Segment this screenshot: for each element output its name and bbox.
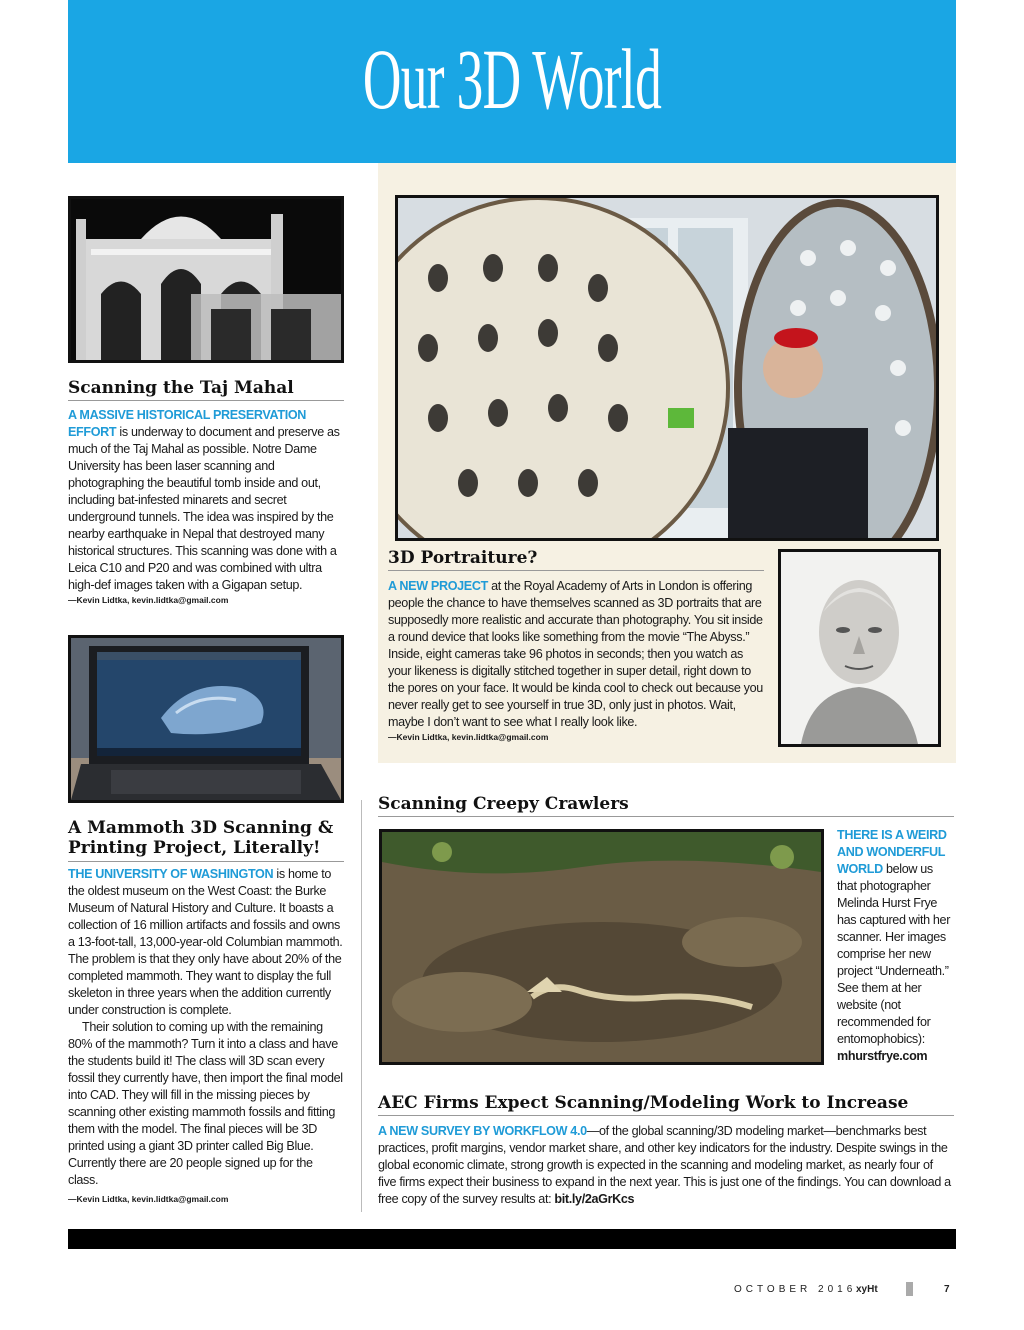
title-banner — [68, 0, 956, 163]
taj-mahal-lead: A MASSIVE HISTORICAL PRESERVATION EFFORT — [68, 408, 307, 439]
taj-mahal-scan-photo — [68, 196, 344, 363]
page-title: Our 3D World — [362, 31, 662, 127]
portraiture-heading: 3D Portraiture? — [388, 548, 764, 571]
portrait-bust-photo — [778, 549, 941, 747]
aec-survey-link[interactable]: bit.ly/2aGrKcs — [554, 1192, 635, 1206]
taj-mahal-heading: Scanning the Taj Mahal — [68, 378, 344, 401]
taj-mahal-credit: —Kevin Lidtka, kevin.lidtka@gmail.com — [68, 595, 229, 605]
portraiture-lead: A NEW PROJECT — [388, 579, 488, 593]
footer-date: OCTOBER 2016 — [734, 1284, 857, 1295]
footer-bar — [68, 1229, 956, 1249]
portraiture-credit: —Kevin Lidtka, kevin.lidtka@gmail.com — [388, 732, 549, 742]
crawlers-heading: Scanning Creepy Crawlers — [378, 794, 954, 817]
mammoth-text-2: Their solution to coming up with the remaining 80% of the mammoth? Turn it into a class and have the students build it! The class will 3D scan every fossil they currently have, then import the final model into CAD. They will fill in the missing pieces by scanning other existing mammoth fossils and fitting them with the model. The final pieces will be 3D printed using a giant 3D printer called Big Blue. Currently there are 20 people signed up for the class. — [68, 1020, 343, 1187]
creepy-crawlers-photo — [379, 829, 824, 1065]
crawlers-lead: THERE IS A WEIRD AND WONDERFUL WORLD — [837, 828, 947, 876]
laptop-scan-photo — [68, 635, 344, 803]
crawlers-body — [837, 827, 955, 1065]
mammoth-lead: THE UNIVERSITY OF WASHINGTON — [68, 867, 274, 881]
mammoth-heading: A Mammoth 3D Scanning & Printing Project, Literally! — [68, 818, 344, 862]
column-divider — [361, 800, 362, 1212]
footer-brand: xyHt — [856, 1284, 878, 1295]
mammoth-credit: —Kevin Lidtka, kevin.lidtka@gmail.com — [68, 1194, 229, 1204]
mammoth-body — [68, 866, 344, 1205]
taj-mahal-body — [68, 407, 344, 606]
portrait-scanner-photo — [395, 195, 939, 541]
aec-heading: AEC Firms Expect Scanning/Modeling Work to Increase — [378, 1093, 954, 1116]
taj-mahal-text: is underway to document and preserve as much of the Taj Mahal as possible. Notre Dame University has been laser scanning and photographing the beautiful tomb inside and out, including bat-infested minarets and secret underground tunnels. The idea was inspired by the nearby earthquake in Nepal that destroyed many historical structures. This scanning was done with a Leica C10 and P20 and was combined with ultra high-def images taken with a Gigapan setup. — [68, 425, 340, 592]
crawlers-text: below us that photographer Melinda Hurst Frye has captured with her scanner. Her images comprise her new project “Underneath.” See them at her website (not recommended for entomophobics): — [837, 862, 951, 1046]
aec-lead: A NEW SURVEY BY WORKFLOW 4.0 — [378, 1124, 587, 1138]
aec-body — [378, 1123, 952, 1208]
footer-separator — [906, 1282, 913, 1296]
crawlers-website-link[interactable]: mhurstfrye.com — [837, 1049, 928, 1063]
aec-text: —of the global scanning/3D modeling market—benchmarks best practices, profit margins, vendor market share, and other key indicators for the industry. Despite swings in the global economic climate, strong growth is expected in the scanning and modeling market, as nearly four of five firms expect their business to expand in the next year. This is just one of the findings. You can download a free copy of the survey results at: — [378, 1124, 951, 1206]
page-number: 7 — [944, 1284, 950, 1295]
mammoth-text-1: is home to the oldest museum on the West Coast: the Burke Museum of Natural History and Culture. It boasts a collection of 16 million artifacts and fossils and owns a 13-foot-tall, 13,000-year-old Columbian mammoth. The problem is that they only have about 20% of the completed mammoth. They want to display the full skeleton in three years when the addition currently under construction is complete. — [68, 867, 343, 1017]
portraiture-text: at the Royal Academy of Arts in London is offering people the chance to have themselves scanned as 3D portraits that are supposedly more realistic and accurate than photography. You sit inside a round device that looks like something from the movie “The Abyss.” Inside, eight cameras take 96 photos in seconds; then you watch as your likeness is digitally stitched together in super detail, right down to the pores on your face. It would be kinda cool to check out because you never really get to see yourself in true 3D, only just in photos. Wait, maybe I don’t want to see what I really look like. — [388, 579, 763, 729]
portraiture-body — [388, 578, 768, 743]
